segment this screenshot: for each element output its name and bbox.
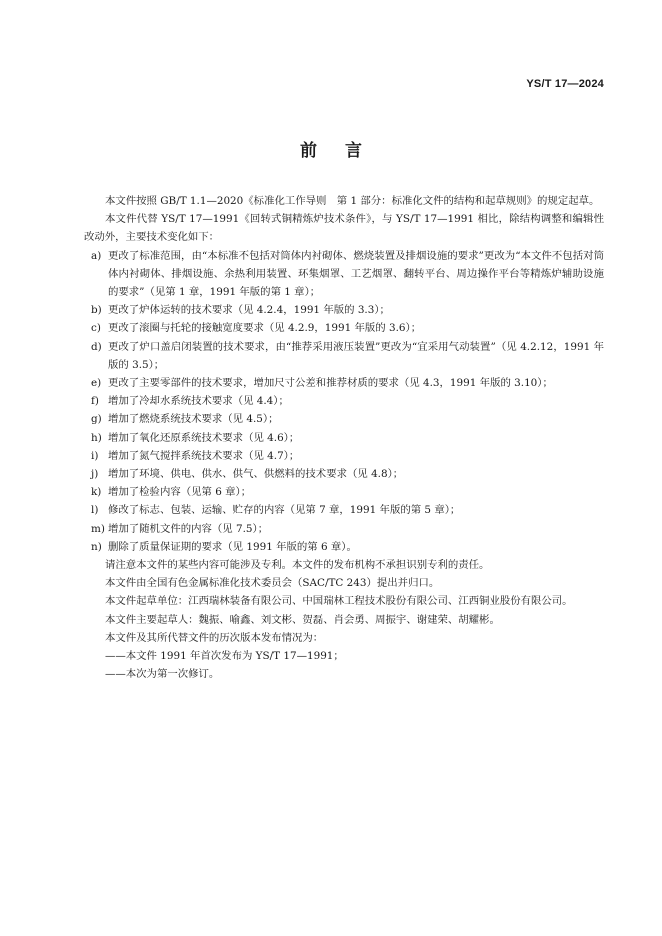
list-marker: b) bbox=[91, 304, 102, 317]
list-marker: i) bbox=[91, 449, 99, 462]
list-item bbox=[84, 483, 604, 501]
list-item bbox=[84, 338, 604, 374]
list-item-text: 增加了随机文件的内容（见 7.5）； bbox=[108, 522, 269, 535]
list-marker: j) bbox=[91, 468, 99, 481]
list-item-text: 删除了质量保证期的要求（见 1991 年版的第 6 章）。 bbox=[108, 540, 357, 553]
page-title: 前言 bbox=[300, 141, 390, 161]
list-item-text: 增加了氮气搅拌系统技术要求（见 4.7）； bbox=[108, 449, 300, 462]
list-item-text: 更改了主要零部件的技术要求，增加尺寸公差和推荐材质的要求（见 4.3，1991 年版的 3.10）； bbox=[108, 377, 553, 390]
list-item bbox=[84, 465, 604, 483]
list-marker: f) bbox=[91, 395, 99, 408]
list-item bbox=[84, 429, 604, 447]
list-item-text: 更改了滚圈与托轮的接触宽度要求（见 4.2.9，1991 年版的 3.6）； bbox=[108, 322, 422, 335]
list-marker: a) bbox=[91, 249, 102, 262]
closing-paragraph: 本文件主要起草人：魏振、喻鑫、刘文彬、贺磊、肖会勇、周振宇、谢建荣、胡耀彬。 bbox=[105, 613, 500, 626]
list-item-text: 增加了燃烧系统技术要求（见 4.5）； bbox=[108, 413, 279, 426]
list-item bbox=[84, 538, 604, 556]
list-marker: l) bbox=[91, 504, 99, 517]
list-marker: e) bbox=[91, 377, 102, 390]
history-item: ——本次为第一次修订。 bbox=[105, 668, 220, 681]
history-item: ——本文件 1991 年首次发布为 YS/T 17—1991； bbox=[105, 650, 344, 663]
list-item bbox=[84, 501, 604, 519]
list-marker: h) bbox=[91, 431, 102, 444]
changes-list bbox=[84, 247, 604, 556]
foreword-body bbox=[84, 192, 604, 683]
list-item-text: 增加了环境、供电、供水、供气、供燃料的技术要求（见 4.8）； bbox=[108, 468, 404, 481]
list-marker: g) bbox=[91, 413, 102, 426]
list-item bbox=[84, 247, 604, 302]
list-item bbox=[84, 301, 604, 319]
list-item bbox=[84, 374, 604, 392]
intro-paragraph: 本文件代替 YS/T 17—1991《回转式铜精炼炉技术条件》，与 YS/T 17—1991 相比，除结构调整和编辑性改动外，主要技术变化如下： bbox=[84, 213, 604, 244]
list-marker: d) bbox=[91, 340, 102, 353]
list-item bbox=[84, 520, 604, 538]
list-item bbox=[84, 392, 604, 410]
list-item-text: 增加了冷却水系统技术要求（见 4.4）； bbox=[108, 395, 289, 408]
document-code: YS/T 17—2024 bbox=[526, 78, 604, 90]
list-marker: m) bbox=[91, 522, 105, 535]
list-item-text: 增加了检验内容（见第 6 章）； bbox=[108, 486, 252, 499]
list-item-text: 修改了标志、包装、运输、贮存的内容（见第 7 章，1991 年版的第 5 章）； bbox=[108, 504, 461, 517]
list-item bbox=[84, 410, 604, 428]
list-item-text: 增加了氧化还原系统技术要求（见 4.6）； bbox=[108, 431, 300, 444]
list-item-text: 更改了炉体运转的技术要求（见 4.2.4，1991 年版的 3.3）； bbox=[108, 304, 390, 317]
closing-paragraph: 本文件起草单位：江西瑞林装备有限公司、中国瑞林工程技术股份有限公司、江西铜业股份有限公司。 bbox=[105, 595, 573, 608]
list-item-text: 更改了标准范围，由“本标准不包括对筒体内衬砌体、燃烧装置及排烟设施的要求”更改为“本文件不包括对筒体内衬砌体、排烟设施、余热利用装置、环集烟罩、工艺烟罩、翻转平台、周边操作平台等精炼炉辅助设施的要求”（见第 1 章，1991 年版的第 1 章）； bbox=[108, 249, 604, 299]
list-marker: n) bbox=[91, 540, 102, 553]
list-marker: c) bbox=[91, 322, 101, 335]
intro-paragraph: 本文件按照 GB/T 1.1—2020《标准化工作导则 第 1 部分：标准化文件的结构和起草规则》的规定起草。 bbox=[105, 195, 600, 207]
list-item-text: 更改了炉口盖启闭装置的技术要求，由“推荐采用液压装置”更改为“宜采用气动装置”（见 4.2.12，1991 年版的 3.5）； bbox=[108, 340, 604, 371]
list-marker: k) bbox=[91, 486, 102, 499]
list-item bbox=[84, 447, 604, 465]
closing-paragraph: 本文件由全国有色金属标准化技术委员会（SAC/TC 243）提出并归口。 bbox=[105, 577, 440, 590]
list-item bbox=[84, 319, 604, 337]
closing-paragraph: 本文件及其所代替文件的历次版本发布情况为： bbox=[105, 631, 324, 644]
closing-paragraph: 请注意本文件的某些内容可能涉及专利。本文件的发布机构不承担识别专利的责任。 bbox=[105, 559, 490, 572]
